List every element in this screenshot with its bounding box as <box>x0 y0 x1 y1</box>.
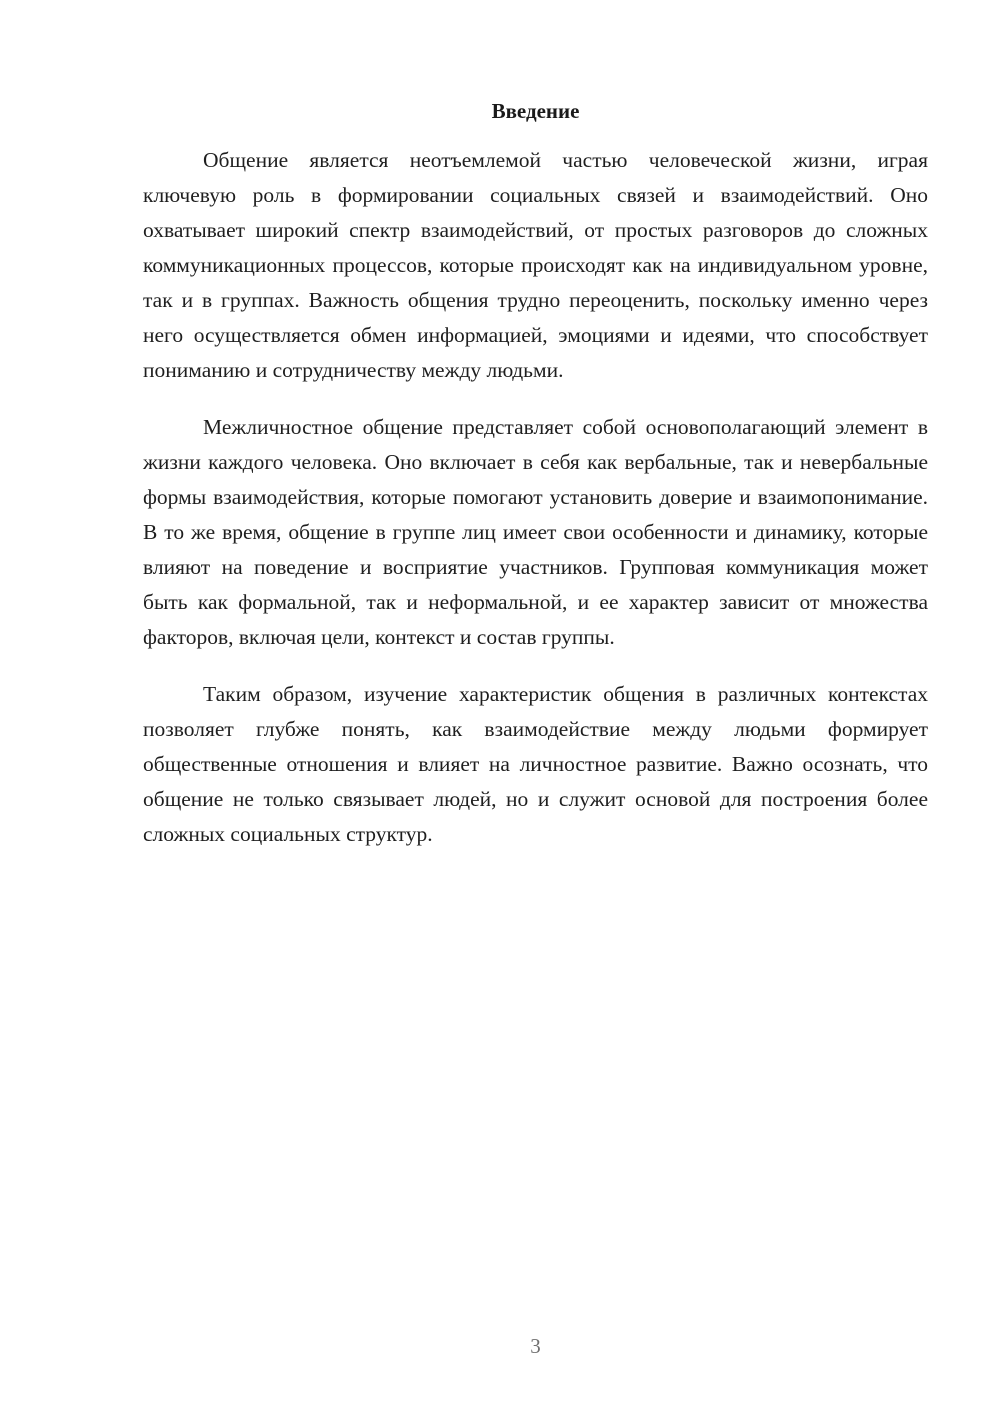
page-number: 3 <box>530 1334 541 1358</box>
paragraph-3: Таким образом, изучение характеристик общения в различных контекстах позволяет глубже понять, как взаимодействие между людьми формирует общественные отношения и влияет на личностное развитие. Важно осознать, что общение не только связывает людей, но и служит основой для построения более сложных социальных структур. <box>143 682 928 846</box>
body-text <box>143 143 928 874</box>
section-heading: Введение <box>491 99 580 123</box>
paragraph-2: Межличностное общение представляет собой основополагающий элемент в жизни каждого человека. Оно включает в себя как вербальные, так и невербальные формы взаимодействия, которые помогают установить доверие и взаимопонимание. В то же время, общение в группе лиц имеет свои особенности и динамику, которые влияют на поведение и восприятие участников. Групповая коммуникация может быть как формальной, так и неформальной, и ее характер зависит от множества факторов, включая цели, контекст и состав группы. <box>143 415 928 649</box>
paragraph-1: Общение является неотъемлемой частью человеческой жизни, играя ключевую роль в формировании социальных связей и взаимодействий. Оно охватывает широкий спектр взаимодействий, от простых разговоров до сложных коммуникационных процессов, которые происходят как на индивидуальном уровне, так и в группах. Важность общения трудно переоценить, поскольку именно через него осуществляется обмен информацией, эмоциями и идеями, что способствует пониманию и сотрудничеству между людьми. <box>143 148 928 382</box>
